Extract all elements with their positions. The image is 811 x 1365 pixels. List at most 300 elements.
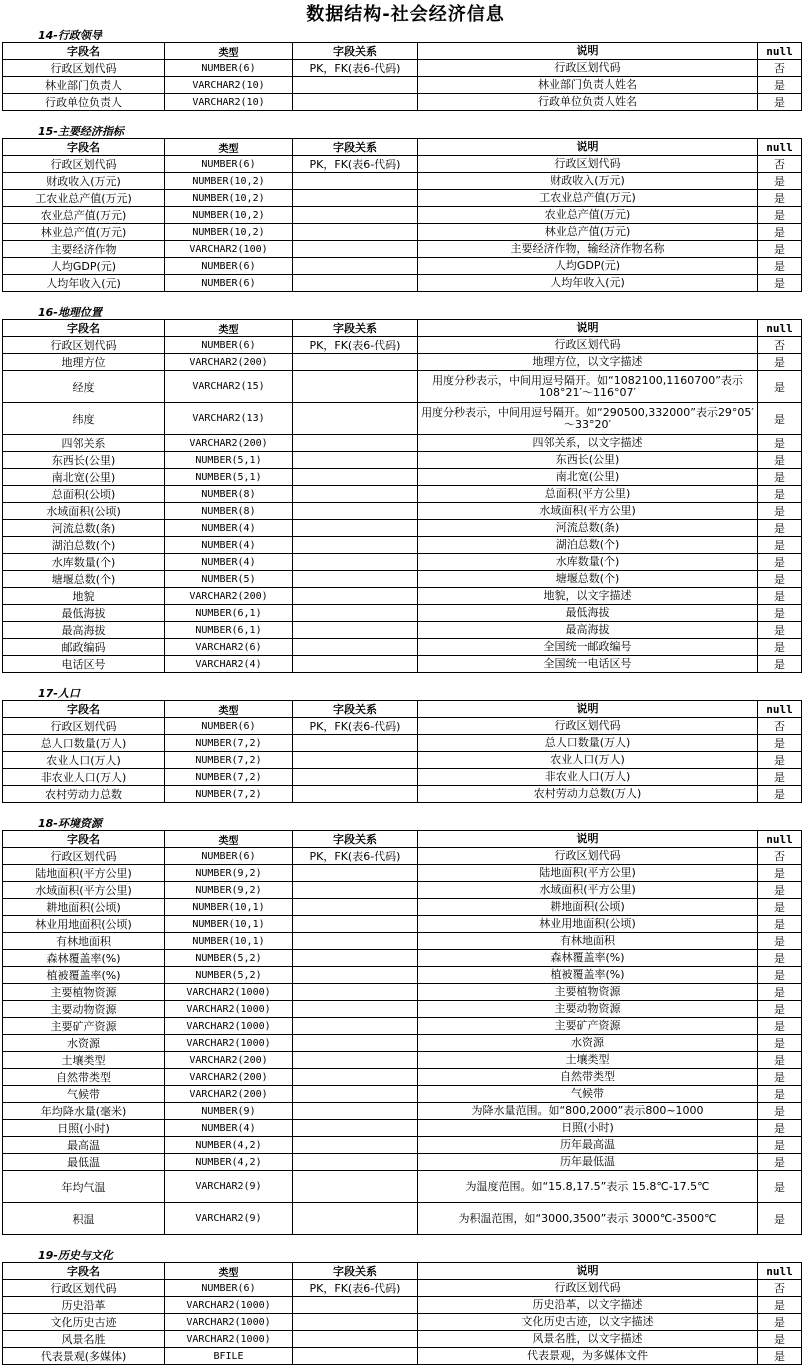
cell-type: NUMBER(6) [165,718,293,735]
table-row [3,503,802,520]
cell-relation [293,882,418,899]
cell-null: 是 [758,1154,802,1171]
cell-desc: 陆地面积(平方公里) [418,865,758,882]
cell-null: 是 [758,1331,802,1348]
cell-relation [293,735,418,752]
cell-type: NUMBER(10,2) [165,224,293,241]
cell-desc: 自然带类型 [418,1069,758,1086]
section-gap [0,803,811,818]
cell-relation [293,224,418,241]
header-cell-desc: 说明 [418,320,758,337]
cell-desc: 最低海拔 [418,605,758,622]
cell-desc: 塘堰总数(个) [418,571,758,588]
cell-relation [293,1120,418,1137]
cell-relation [293,865,418,882]
table-row [3,354,802,371]
cell-relation [293,1154,418,1171]
header-cell-relation: 字段关系 [293,139,418,156]
cell-relation [293,933,418,950]
cell-type: VARCHAR2(1000) [165,1331,293,1348]
cell-relation [293,1018,418,1035]
table-header-row [3,320,802,337]
table-row [3,1280,802,1297]
cell-null: 是 [758,403,802,435]
cell-null: 否 [758,337,802,354]
header-cell-type: 类型 [165,43,293,60]
cell-desc: 用度分秒表示，中间用逗号隔开。如“290500,332000”表示29°05′～33°20′ [418,403,758,435]
cell-field: 地理方位 [3,354,165,371]
cell-relation [293,769,418,786]
table-row [3,94,802,111]
header-cell-field: 字段名 [3,701,165,718]
cell-type: NUMBER(6) [165,60,293,77]
cell-type: NUMBER(6) [165,275,293,292]
cell-type: NUMBER(9) [165,1103,293,1120]
cell-field: 纬度 [3,403,165,435]
section-title: 18-环境资源 [38,817,102,830]
cell-null: 是 [758,1086,802,1103]
cell-null: 是 [758,1018,802,1035]
cell-desc: 历史沿革，以文字描述 [418,1297,758,1314]
cell-relation [293,622,418,639]
cell-desc: 代表景观，为多媒体文件 [418,1348,758,1365]
cell-relation [293,786,418,803]
table-row [3,1086,802,1103]
table-row [3,156,802,173]
table-row [3,1001,802,1018]
cell-relation [293,173,418,190]
cell-field: 四邻关系 [3,435,165,452]
table-header-row [3,139,802,156]
cell-relation [293,1203,418,1235]
table-row [3,786,802,803]
header-cell-relation: 字段关系 [293,1263,418,1280]
cell-type: NUMBER(6) [165,848,293,865]
cell-desc: 行政区划代码 [418,1280,758,1297]
cell-desc: 土壤类型 [418,1052,758,1069]
cell-type: NUMBER(7,2) [165,769,293,786]
section-gap [0,1235,811,1250]
cell-null: 是 [758,503,802,520]
table-row [3,882,802,899]
cell-null: 是 [758,190,802,207]
header-cell-null: null [758,320,802,337]
section-title: 16-地理位置 [38,306,102,319]
cell-field: 行政区划代码 [3,1280,165,1297]
cell-desc: 主要矿产资源 [418,1018,758,1035]
cell-relation [293,469,418,486]
table-row [3,916,802,933]
cell-null: 是 [758,354,802,371]
cell-null: 是 [758,486,802,503]
sections-container [0,30,811,1365]
cell-field: 行政区划代码 [3,60,165,77]
cell-type: NUMBER(10,1) [165,916,293,933]
cell-desc: 气候带 [418,1086,758,1103]
cell-null: 是 [758,554,802,571]
cell-null: 是 [758,1203,802,1235]
section-title: 15-主要经济指标 [38,125,124,138]
cell-field: 风景名胜 [3,1331,165,1348]
cell-type: VARCHAR2(1000) [165,1018,293,1035]
table-row [3,1018,802,1035]
header-cell-relation: 字段关系 [293,320,418,337]
cell-null: 否 [758,718,802,735]
cell-type: VARCHAR2(200) [165,1052,293,1069]
table-row [3,207,802,224]
cell-null: 是 [758,435,802,452]
cell-field: 代表景观(多媒体) [3,1348,165,1365]
cell-type: NUMBER(4) [165,1120,293,1137]
cell-null: 是 [758,735,802,752]
table-row [3,520,802,537]
header-cell-field: 字段名 [3,320,165,337]
cell-type: VARCHAR2(200) [165,1086,293,1103]
cell-type: NUMBER(5,1) [165,469,293,486]
cell-field: 日照(小时) [3,1120,165,1137]
header-cell-relation: 字段关系 [293,701,418,718]
cell-type: VARCHAR2(200) [165,435,293,452]
table-header-row [3,701,802,718]
cell-relation [293,1314,418,1331]
table-row [3,605,802,622]
cell-null: 是 [758,371,802,403]
cell-field: 林业用地面积(公顷) [3,916,165,933]
table-row [3,622,802,639]
cell-null: 是 [758,605,802,622]
cell-null: 否 [758,848,802,865]
cell-type: VARCHAR2(200) [165,354,293,371]
cell-desc: 总人口数量(万人) [418,735,758,752]
cell-type: NUMBER(10,2) [165,207,293,224]
cell-field: 积温 [3,1203,165,1235]
cell-relation [293,1001,418,1018]
cell-desc: 历年最高温 [418,1137,758,1154]
cell-desc: 四邻关系，以文字描述 [418,435,758,452]
cell-type: VARCHAR2(1000) [165,1297,293,1314]
cell-null: 是 [758,94,802,111]
table-header-row [3,1263,802,1280]
cell-type: NUMBER(6) [165,156,293,173]
cell-relation [293,77,418,94]
table-row [3,371,802,403]
cell-relation [293,899,418,916]
cell-null: 是 [758,769,802,786]
cell-relation [293,1086,418,1103]
cell-desc: 行政区划代码 [418,718,758,735]
section-title: 17-人口 [38,687,80,700]
cell-type: NUMBER(5) [165,571,293,588]
cell-field: 林业总产值(万元) [3,224,165,241]
cell-type: NUMBER(6) [165,337,293,354]
cell-field: 人均年收入(元) [3,275,165,292]
cell-field: 电话区号 [3,656,165,673]
cell-field: 水域面积(公顷) [3,503,165,520]
cell-desc: 水库数量(个) [418,554,758,571]
table-row [3,1103,802,1120]
cell-field: 塘堰总数(个) [3,571,165,588]
cell-field: 河流总数(条) [3,520,165,537]
table-row [3,337,802,354]
table-row [3,735,802,752]
table-row [3,452,802,469]
cell-null: 是 [758,1297,802,1314]
section-title: 19-历史与文化 [38,1249,113,1262]
cell-relation [293,275,418,292]
table-row [3,1314,802,1331]
cell-null: 是 [758,984,802,1001]
header-cell-type: 类型 [165,831,293,848]
cell-field: 主要经济作物 [3,241,165,258]
cell-null: 是 [758,224,802,241]
cell-null: 是 [758,173,802,190]
cell-type: VARCHAR2(15) [165,371,293,403]
table-row [3,984,802,1001]
cell-null: 是 [758,752,802,769]
cell-type: VARCHAR2(1000) [165,1035,293,1052]
cell-null: 是 [758,258,802,275]
cell-type: NUMBER(4,2) [165,1154,293,1171]
cell-null: 否 [758,156,802,173]
cell-type: NUMBER(4) [165,554,293,571]
cell-field: 陆地面积(平方公里) [3,865,165,882]
cell-relation [293,752,418,769]
cell-relation [293,537,418,554]
field-table [2,42,802,111]
table-row [3,639,802,656]
cell-field: 湖泊总数(个) [3,537,165,554]
cell-type: NUMBER(4,2) [165,1137,293,1154]
cell-field: 水域面积(平方公里) [3,882,165,899]
cell-type: VARCHAR2(4) [165,656,293,673]
table-row [3,1348,802,1365]
section-title: 14-行政领导 [38,29,102,42]
cell-desc: 人均年收入(元) [418,275,758,292]
header-cell-null: null [758,139,802,156]
cell-desc: 主要植物资源 [418,984,758,1001]
cell-field: 水资源 [3,1035,165,1052]
cell-relation: PK，FK(表6-代码) [293,1280,418,1297]
header-cell-relation: 字段关系 [293,43,418,60]
cell-type: VARCHAR2(10) [165,77,293,94]
cell-relation [293,1137,418,1154]
table-row [3,656,802,673]
cell-null: 是 [758,1001,802,1018]
cell-desc: 河流总数(条) [418,520,758,537]
cell-null: 是 [758,1069,802,1086]
header-cell-field: 字段名 [3,831,165,848]
cell-null: 否 [758,60,802,77]
cell-field: 人均GDP(元) [3,258,165,275]
cell-type: VARCHAR2(9) [165,1171,293,1203]
cell-field: 森林覆盖率(%) [3,950,165,967]
cell-field: 邮政编码 [3,639,165,656]
cell-relation [293,1171,418,1203]
cell-desc: 农业总产值(万元) [418,207,758,224]
cell-desc: 林业部门负责人姓名 [418,77,758,94]
cell-field: 自然带类型 [3,1069,165,1086]
cell-field: 历史沿革 [3,1297,165,1314]
header-cell-desc: 说明 [418,139,758,156]
cell-relation [293,1348,418,1365]
cell-relation [293,520,418,537]
cell-relation [293,588,418,605]
header-cell-type: 类型 [165,320,293,337]
cell-type: VARCHAR2(200) [165,1069,293,1086]
table-row [3,848,802,865]
cell-field: 最高温 [3,1137,165,1154]
table-row [3,865,802,882]
cell-field: 耕地面积(公顷) [3,899,165,916]
cell-desc: 工农业总产值(万元) [418,190,758,207]
cell-null: 是 [758,275,802,292]
cell-desc: 植被覆盖率(%) [418,967,758,984]
cell-desc: 地理方位，以文字描述 [418,354,758,371]
header-cell-desc: 说明 [418,1263,758,1280]
table-row [3,190,802,207]
cell-desc: 最高海拔 [418,622,758,639]
cell-field: 最低海拔 [3,605,165,622]
cell-field: 气候带 [3,1086,165,1103]
cell-field: 农业总产值(万元) [3,207,165,224]
cell-relation [293,452,418,469]
field-table [2,1262,802,1365]
cell-relation [293,1297,418,1314]
table-row [3,1171,802,1203]
cell-null: 是 [758,1120,802,1137]
cell-type: NUMBER(10,1) [165,899,293,916]
table-header-row [3,831,802,848]
cell-field: 行政区划代码 [3,156,165,173]
cell-relation [293,1052,418,1069]
table-row [3,224,802,241]
section-gap [0,292,811,307]
table-header-row [3,43,802,60]
cell-field: 年均气温 [3,1171,165,1203]
cell-desc: 非农业人口(万人) [418,769,758,786]
header-cell-type: 类型 [165,1263,293,1280]
cell-relation [293,503,418,520]
cell-desc: 行政区划代码 [418,848,758,865]
header-cell-field: 字段名 [3,1263,165,1280]
table-row [3,275,802,292]
cell-field: 主要动物资源 [3,1001,165,1018]
header-cell-type: 类型 [165,701,293,718]
cell-null: 是 [758,916,802,933]
cell-relation [293,605,418,622]
cell-relation [293,403,418,435]
cell-desc: 总面积(平方公里) [418,486,758,503]
table-row [3,554,802,571]
cell-field: 年均降水量(毫米) [3,1103,165,1120]
cell-null: 是 [758,967,802,984]
cell-relation: PK，FK(表6-代码) [293,337,418,354]
cell-null: 是 [758,588,802,605]
table-row [3,571,802,588]
table-row [3,258,802,275]
field-table [2,830,802,1235]
cell-type: NUMBER(7,2) [165,752,293,769]
cell-field: 财政收入(万元) [3,173,165,190]
cell-null: 是 [758,1137,802,1154]
cell-desc: 文化历史古迹，以文字描述 [418,1314,758,1331]
table-row [3,752,802,769]
cell-relation [293,656,418,673]
cell-desc: 全国统一邮政编号 [418,639,758,656]
cell-desc: 用度分秒表示，中间用逗号隔开。如“1082100,1160700”表示108°21′～116°07′ [418,371,758,403]
table-row [3,1120,802,1137]
cell-null: 是 [758,537,802,554]
table-row [3,588,802,605]
cell-type: VARCHAR2(13) [165,403,293,435]
cell-desc: 风景名胜，以文字描述 [418,1331,758,1348]
cell-field: 地貌 [3,588,165,605]
cell-desc: 历年最低温 [418,1154,758,1171]
table-row [3,1052,802,1069]
cell-field: 主要矿产资源 [3,1018,165,1035]
table-row [3,1331,802,1348]
cell-relation [293,967,418,984]
cell-null: 是 [758,520,802,537]
header-cell-null: null [758,1263,802,1280]
cell-desc: 森林覆盖率(%) [418,950,758,967]
cell-desc: 农村劳动力总数(万人) [418,786,758,803]
cell-desc: 南北宽(公里) [418,469,758,486]
header-cell-field: 字段名 [3,139,165,156]
field-table [2,319,802,673]
cell-relation [293,190,418,207]
cell-type: NUMBER(8) [165,486,293,503]
table-row [3,1203,802,1235]
cell-type: NUMBER(5,1) [165,452,293,469]
cell-type: VARCHAR2(1000) [165,1314,293,1331]
cell-desc: 水域面积(平方公里) [418,503,758,520]
cell-null: 是 [758,207,802,224]
cell-type: VARCHAR2(1000) [165,984,293,1001]
cell-desc: 林业用地面积(公顷) [418,916,758,933]
cell-type: NUMBER(10,1) [165,933,293,950]
cell-type: VARCHAR2(10) [165,94,293,111]
header-cell-type: 类型 [165,139,293,156]
cell-relation: PK，FK(表6-代码) [293,156,418,173]
section-gap [0,111,811,126]
header-cell-desc: 说明 [418,701,758,718]
cell-field: 工农业总产值(万元) [3,190,165,207]
table-row [3,1069,802,1086]
cell-field: 南北宽(公里) [3,469,165,486]
header-cell-null: null [758,701,802,718]
cell-field: 东西长(公里) [3,452,165,469]
cell-field: 最高海拔 [3,622,165,639]
cell-type: NUMBER(5,2) [165,967,293,984]
cell-field: 总面积(公顷) [3,486,165,503]
cell-desc: 东西长(公里) [418,452,758,469]
table-row [3,718,802,735]
cell-relation [293,241,418,258]
cell-null: 是 [758,1052,802,1069]
table-row [3,77,802,94]
cell-field: 非农业人口(万人) [3,769,165,786]
cell-relation [293,354,418,371]
table-row [3,1035,802,1052]
table-row [3,60,802,77]
section-gap [0,673,811,688]
cell-relation [293,435,418,452]
cell-type: NUMBER(6) [165,1280,293,1297]
cell-null: 是 [758,622,802,639]
cell-relation [293,1069,418,1086]
cell-relation [293,258,418,275]
